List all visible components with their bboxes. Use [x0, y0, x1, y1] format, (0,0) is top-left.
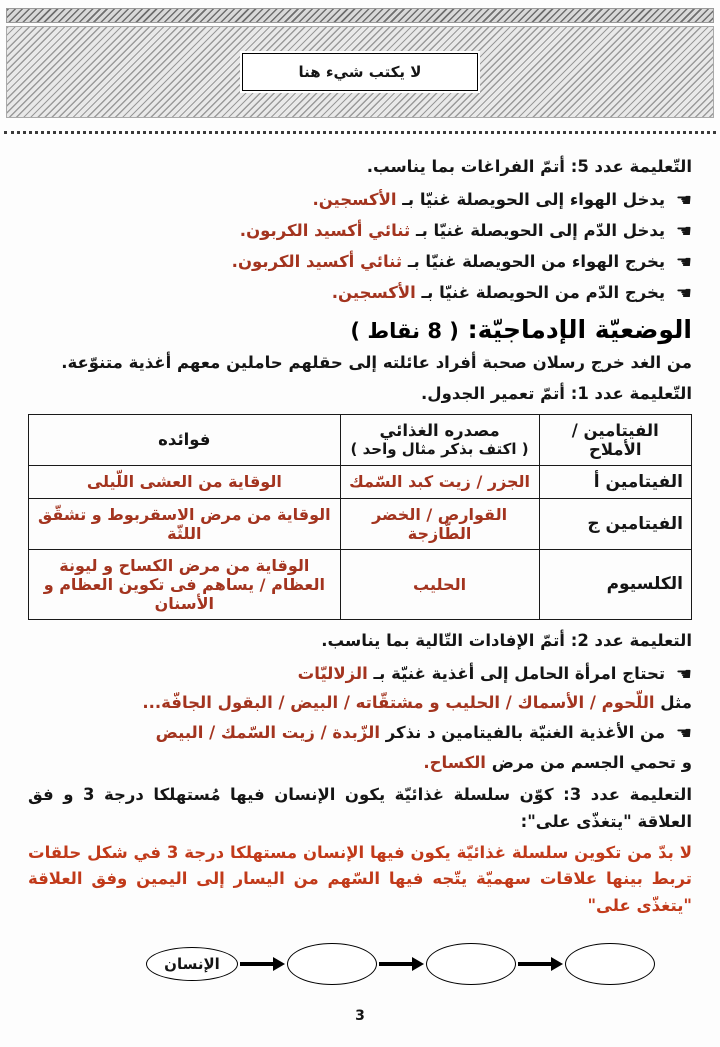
table-header [29, 414, 692, 465]
answer-text: الزلاليّات [297, 663, 368, 683]
examples-line [28, 690, 692, 717]
col-header-vitamin: الفيتامين / الأملاح [539, 414, 691, 465]
vitamin-source: الحليب [340, 549, 539, 619]
instruction5-title: التّعليمة عدد 5: أتمّ الفراغات بما يناسب. [366, 157, 692, 176]
pointing-hand-icon: ☚ [675, 252, 692, 274]
statement-line [28, 659, 692, 688]
chain-node-empty [426, 943, 516, 985]
pointing-hand-icon: ☚ [675, 723, 692, 745]
statement-continuation [28, 750, 692, 777]
page-header [6, 8, 714, 118]
col-header-source [340, 414, 539, 465]
answer-text: اللّحوم / الأسماك / الحليب و مشتقّاته / البيض / البقول الجافّة... [142, 692, 655, 712]
sentence-prefix: مثل [654, 692, 692, 712]
do-not-write-label: لا يكتب شيء هنا [298, 63, 422, 81]
statement-line [28, 718, 692, 747]
human-label: الإنسان [164, 954, 220, 973]
vitamins-table [28, 414, 692, 620]
instruction3-note: لا بدّ من تكوين سلسلة غذائيّة يكون فيها الإنسان مستهلكا درجة 3 في شكل حلقات تربط بينها علاقات سهميّة يتّجه فيها السّهم من اليسار إلى اليمين وفق العلاقة "يتغذّى على" [28, 842, 692, 916]
food-chain-diagram [28, 936, 692, 992]
table-row [29, 549, 692, 619]
situation-title: الوضعيّة الإدماجيّة: [467, 315, 692, 345]
vitamin-benefit: الوقاية من مرض الكساح و ليونة العظام / يساهم فى تكوين العظام و الأسنان [29, 549, 341, 619]
chain-node-human [146, 947, 238, 981]
vitamin-name: الفيتامين ج [539, 498, 691, 549]
answer-text: ثنائي أكسيد الكربون. [231, 252, 403, 272]
table-row [29, 498, 692, 549]
hatched-strip-icon [6, 8, 714, 23]
arrow-right-icon [240, 957, 285, 971]
arrow-right-icon [518, 957, 563, 971]
pointing-hand-icon: ☚ [675, 283, 692, 305]
answer-text: ثنائي أكسيد الكربون. [239, 220, 411, 240]
fill-blank-line [28, 216, 692, 245]
sentence-prefix: يخرج الدّم من الحويصلة غنيّا بـ [415, 283, 666, 303]
answer-text: الأكسجين. [331, 283, 416, 303]
fill-blank-line [28, 247, 692, 276]
sentence-prefix: من الأغذية الغنيّة بالفيتامين د نذكر [380, 723, 666, 743]
pointing-hand-icon: ☚ [675, 663, 692, 685]
do-not-write-box [242, 53, 479, 91]
vitamin-benefit: الوقاية من مرض الاسقربوط و تشقّق اللثّة [29, 498, 341, 549]
answer-text: الكساح. [423, 752, 486, 772]
col-header-benefits: فوائده [29, 414, 341, 465]
vitamin-benefit: الوقاية من العشى اللّيلى [29, 465, 341, 498]
vitamin-source: الجزر / زيت كبد السّمك [340, 465, 539, 498]
answer-text: الزّبدة / زيت السّمك / البيض [155, 723, 380, 743]
sentence-prefix: يدخل الهواء إلى الحويصلة غنيّا بـ [396, 189, 666, 209]
worksheet-content [0, 134, 720, 1024]
answer-text: الأكسجين. [312, 189, 397, 209]
situation-points: ( 8 نقاط ) [350, 319, 459, 344]
situation-intro: من الغد خرج رسلان صحبة أفراد عائلته إلى حقلهم حاملين معهم أغذية متنوّعة. [61, 353, 692, 373]
vitamin-name: الكلسيوم [539, 549, 691, 619]
arrow-right-icon [379, 957, 424, 971]
col-header-source-note: ( اكتف بذكر مثال واحد ) [350, 440, 529, 459]
instruction3-title: التعليمة عدد 3: كوّن سلسلة غذائيّة يكون الإنسان فيها مُستهلكا درجة 3 و فق العلاقة "يتغذّى على": [28, 785, 693, 831]
instruction1-title: التّعليمة عدد 1: أتمّ تعمير الجدول. [421, 384, 692, 404]
chain-node-empty [565, 943, 655, 985]
sentence-prefix: يدخل الدّم إلى الحويصلة غنيّا بـ [410, 220, 666, 240]
chain-node-empty [287, 943, 377, 985]
vitamin-source: القوارص / الخضر الطّازجة [340, 498, 539, 549]
sentence-prefix: تحتاج امرأة الحامل إلى أغذية غنيّة بـ [367, 663, 666, 683]
fill-blank-line [28, 278, 692, 307]
instruction2-title: التعليمة عدد 2: أتمّ الإفادات التّالية بما يناسب. [321, 630, 692, 650]
page-number: 3 [355, 1007, 365, 1024]
col-header-source-title: مصدره الغذائي [379, 421, 500, 441]
vitamin-name: الفيتامين أ [539, 465, 691, 498]
table-row [29, 465, 692, 498]
pointing-hand-icon: ☚ [675, 189, 692, 211]
worksheet-page [0, 8, 720, 1024]
fill-blank-line [28, 185, 692, 214]
sentence-prefix: يخرج الهواء من الحويصلة غنيّا بـ [402, 252, 666, 272]
sentence-prefix: و تحمي الجسم من مرض [485, 752, 692, 772]
hatched-header-area [6, 26, 714, 118]
situation-heading [28, 315, 692, 344]
pointing-hand-icon: ☚ [675, 220, 692, 242]
